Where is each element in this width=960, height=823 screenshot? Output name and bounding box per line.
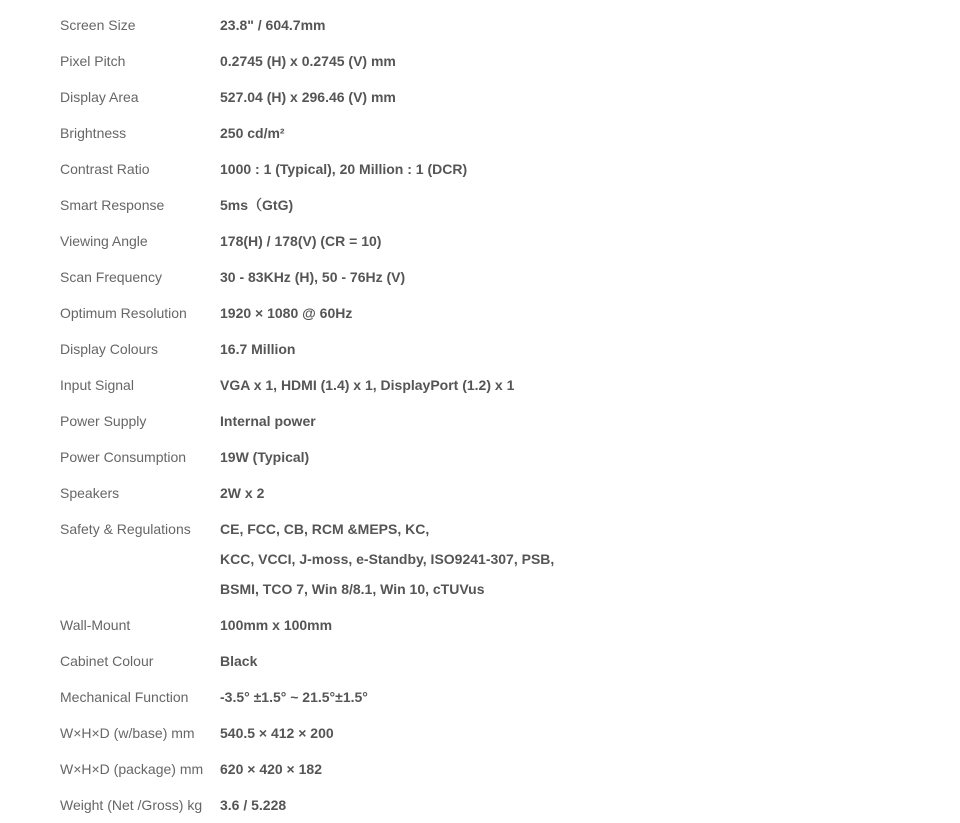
spec-label: Cabinet Colour — [60, 653, 154, 669]
spec-label: W×H×D (package) mm — [60, 761, 204, 777]
spec-label: Mechanical Function — [60, 689, 189, 705]
spec-value: 16.7 Million — [220, 341, 296, 357]
spec-row-display-colours — [60, 331, 940, 367]
spec-row-weight — [60, 787, 940, 823]
spec-row-viewing-angle — [60, 223, 940, 259]
spec-value: Black — [220, 653, 258, 669]
spec-label: Power Supply — [60, 413, 147, 429]
spec-label: Safety & Regulations — [60, 521, 191, 537]
spec-label: Viewing Angle — [60, 233, 148, 249]
spec-row-power-supply — [60, 403, 940, 439]
spec-row-smart-response — [60, 187, 940, 223]
spec-label: Weight (Net /Gross) kg — [60, 797, 203, 813]
spec-row-safety-regulations — [60, 511, 940, 607]
spec-label: Optimum Resolution — [60, 305, 187, 321]
spec-value: 19W (Typical) — [220, 449, 310, 465]
spec-label: Display Area — [60, 89, 139, 105]
spec-value: 1000 : 1 (Typical), 20 Million : 1 (DCR) — [220, 161, 468, 177]
spec-value: 5ms（GtG) — [220, 197, 294, 213]
spec-value-line: BSMI, TCO 7, Win 8/8.1, Win 10, cTUVus — [220, 581, 485, 597]
spec-value: 2W x 2 — [220, 485, 265, 501]
spec-value: 23.8" / 604.7mm — [220, 17, 326, 33]
spec-value: Internal power — [220, 413, 316, 429]
spec-row-contrast-ratio — [60, 151, 940, 187]
spec-label: Speakers — [60, 485, 120, 501]
spec-value: VGA x 1, HDMI (1.4) x 1, DisplayPort (1.2) x 1 — [220, 377, 515, 393]
spec-label: Brightness — [60, 125, 127, 141]
spec-label: Screen Size — [60, 17, 136, 33]
spec-row-dimensions-package — [60, 751, 940, 787]
spec-row-display-area — [60, 79, 940, 115]
spec-value: 30 - 83KHz (H), 50 - 76Hz (V) — [220, 269, 406, 285]
spec-value: 1920 × 1080 @ 60Hz — [220, 305, 353, 321]
spec-value: 540.5 × 412 × 200 — [220, 725, 334, 741]
spec-value: 0.2745 (H) x 0.2745 (V) mm — [220, 53, 396, 69]
spec-row-pixel-pitch — [60, 43, 940, 79]
spec-row-scan-frequency — [60, 259, 940, 295]
spec-label: Input Signal — [60, 377, 134, 393]
spec-value: 250 cd/m² — [220, 125, 285, 141]
spec-row-screen-size — [60, 7, 940, 43]
spec-value: -3.5° ±1.5° ~ 21.5°±1.5° — [220, 689, 368, 705]
spec-value: 3.6 / 5.228 — [220, 797, 287, 813]
spec-value: 178(H) / 178(V) (CR = 10) — [220, 233, 382, 249]
spec-value-line: KCC, VCCI, J-moss, e-Standby, ISO9241-307, PSB, — [220, 551, 555, 567]
spec-row-cabinet-colour — [60, 643, 940, 679]
spec-row-wall-mount — [60, 607, 940, 643]
spec-value — [220, 519, 940, 599]
spec-label: Wall-Mount — [60, 617, 131, 633]
spec-label: W×H×D (w/base) mm — [60, 725, 195, 741]
spec-value: 620 × 420 × 182 — [220, 761, 322, 777]
spec-row-brightness — [60, 115, 940, 151]
spec-value-line: CE, FCC, CB, RCM &MEPS, KC, — [220, 521, 430, 537]
spec-value: 100mm x 100mm — [220, 617, 333, 633]
spec-row-optimum-resolution — [60, 295, 940, 331]
spec-label: Scan Frequency — [60, 269, 162, 285]
spec-row-power-consumption — [60, 439, 940, 475]
spec-label: Power Consumption — [60, 449, 187, 465]
specification-table — [60, 7, 940, 823]
spec-row-mechanical-function — [60, 679, 940, 715]
spec-label: Display Colours — [60, 341, 159, 357]
spec-row-input-signal — [60, 367, 940, 403]
spec-row-speakers — [60, 475, 940, 511]
spec-row-dimensions-with-base — [60, 715, 940, 751]
spec-label: Smart Response — [60, 197, 165, 213]
spec-value: 527.04 (H) x 296.46 (V) mm — [220, 89, 396, 105]
spec-label: Contrast Ratio — [60, 161, 150, 177]
spec-label: Pixel Pitch — [60, 53, 126, 69]
